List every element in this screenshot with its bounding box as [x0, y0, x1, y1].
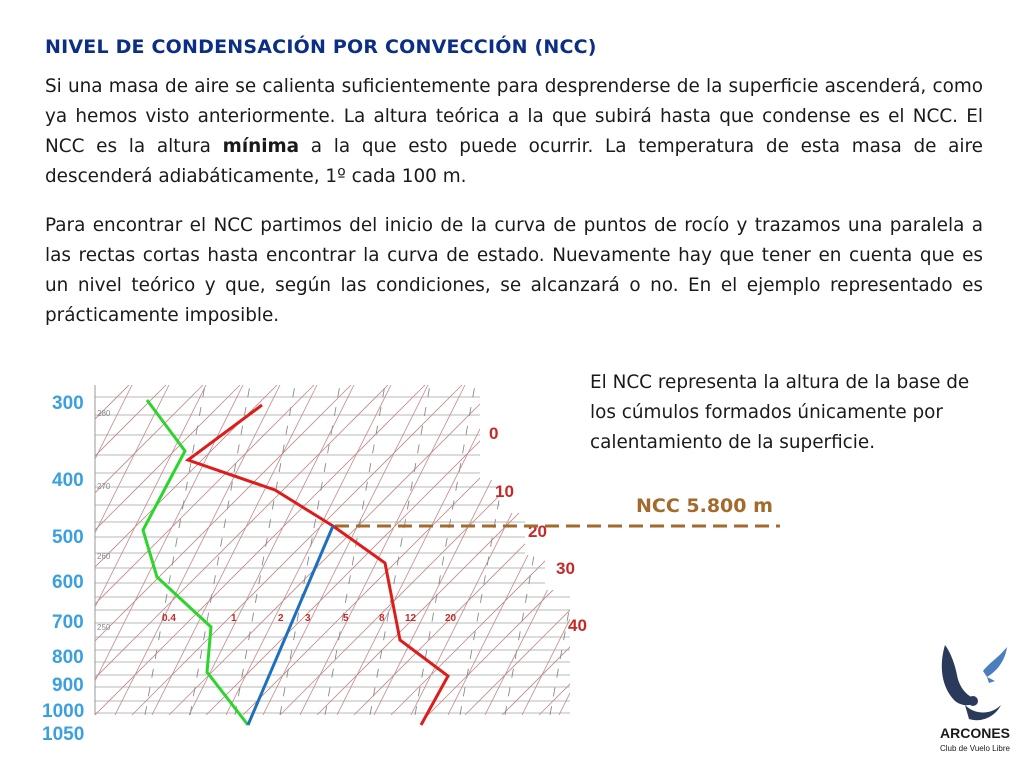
isotherm-line — [724, 385, 785, 715]
arcones-logo — [935, 635, 1015, 760]
pressure-label-700: 700 — [52, 612, 84, 633]
isotherm-line — [687, 385, 785, 715]
thermodynamic-diagram — [35, 385, 785, 745]
adiabat-line — [633, 385, 785, 715]
pressure-label-1000: 1000 — [42, 701, 85, 722]
temp-label-0: 0 — [489, 424, 499, 443]
paragraph-ncc-method: Para encontrar el NCC partimos del inicio de la curva de puntos de rocío y trazamos una paralela a las rectas cortas hasta encontrar la curva de estado. Nuevamente hay que tener en cuenta que es un nivel teórico y que, según las condiciones, se alcanzará o no. En el ejemplo representado es prácticamente imposible. — [45, 215, 983, 326]
paragraph-text: a la que esto puede ocurrir. La temperatura de esta masa de aire descenderá adiabáticamente, 1º cada 100 m. — [45, 136, 983, 187]
mixing-label-12: 12 — [405, 613, 417, 624]
side-note: El NCC representa la altura de la base de los cúmulos formados únicamente por calentamiento de la superficie. — [590, 372, 970, 453]
isotherm-line — [539, 385, 785, 715]
isotherm-line — [576, 385, 785, 715]
theta-label-280: 280 — [97, 409, 111, 418]
mixing-label-5: 5 — [343, 613, 349, 624]
condor-bird-icon — [942, 645, 1007, 720]
paragraph-text: Si una masa de aire se calienta suficientemente para desprenderse de la superficie ascenderá, como ya hemos visto anteriormente. La altura teórica a la que subirá hasta que condense es el NCC. El NCC es la altura — [45, 76, 983, 157]
adiabat-line — [522, 385, 687, 715]
mixing-label-2: 2 — [278, 613, 284, 624]
temp-label-10: 10 — [495, 482, 514, 501]
pressure-label-900: 900 — [52, 675, 84, 696]
logo-name: ARCONES — [939, 725, 1011, 741]
pressure-label-300: 300 — [52, 393, 84, 414]
emphasis-minima: mínima — [222, 136, 300, 157]
temp-label-40: 40 — [568, 616, 587, 635]
adiabat-line — [596, 385, 761, 715]
paragraph-ncc-definition — [45, 72, 983, 192]
mixing-label-8: 8 — [379, 613, 385, 624]
pressure-label-400: 400 — [52, 470, 84, 491]
mixing-label-0-4: 0.4 — [162, 613, 176, 624]
temp-label-30: 30 — [556, 559, 575, 578]
ncc-label: NCC 5.800 m — [636, 495, 773, 517]
theta-label-260: 260 — [97, 552, 111, 561]
mixing-label-20: 20 — [445, 613, 457, 624]
theta-label-250: 250 — [97, 623, 111, 632]
temp-label-20: 20 — [528, 522, 547, 541]
isotherm-line — [613, 385, 785, 715]
pressure-label-600: 600 — [52, 572, 84, 593]
pressure-label-1050: 1050 — [42, 724, 85, 745]
adiabat-line — [559, 385, 724, 715]
mixing-label-3: 3 — [305, 613, 311, 624]
pressure-label-800: 800 — [52, 647, 84, 668]
isotherm-line — [650, 385, 785, 715]
isotherm-line — [761, 385, 785, 715]
theta-label-270: 270 — [97, 482, 111, 491]
mixing-label-1: 1 — [231, 613, 237, 624]
logo-subtitle: Club de Vuelo Libre — [940, 744, 1010, 753]
page-title: NIVEL DE CONDENSACIÓN POR CONVECCIÓN (NCC) — [45, 36, 597, 58]
pressure-label-500: 500 — [52, 527, 84, 548]
